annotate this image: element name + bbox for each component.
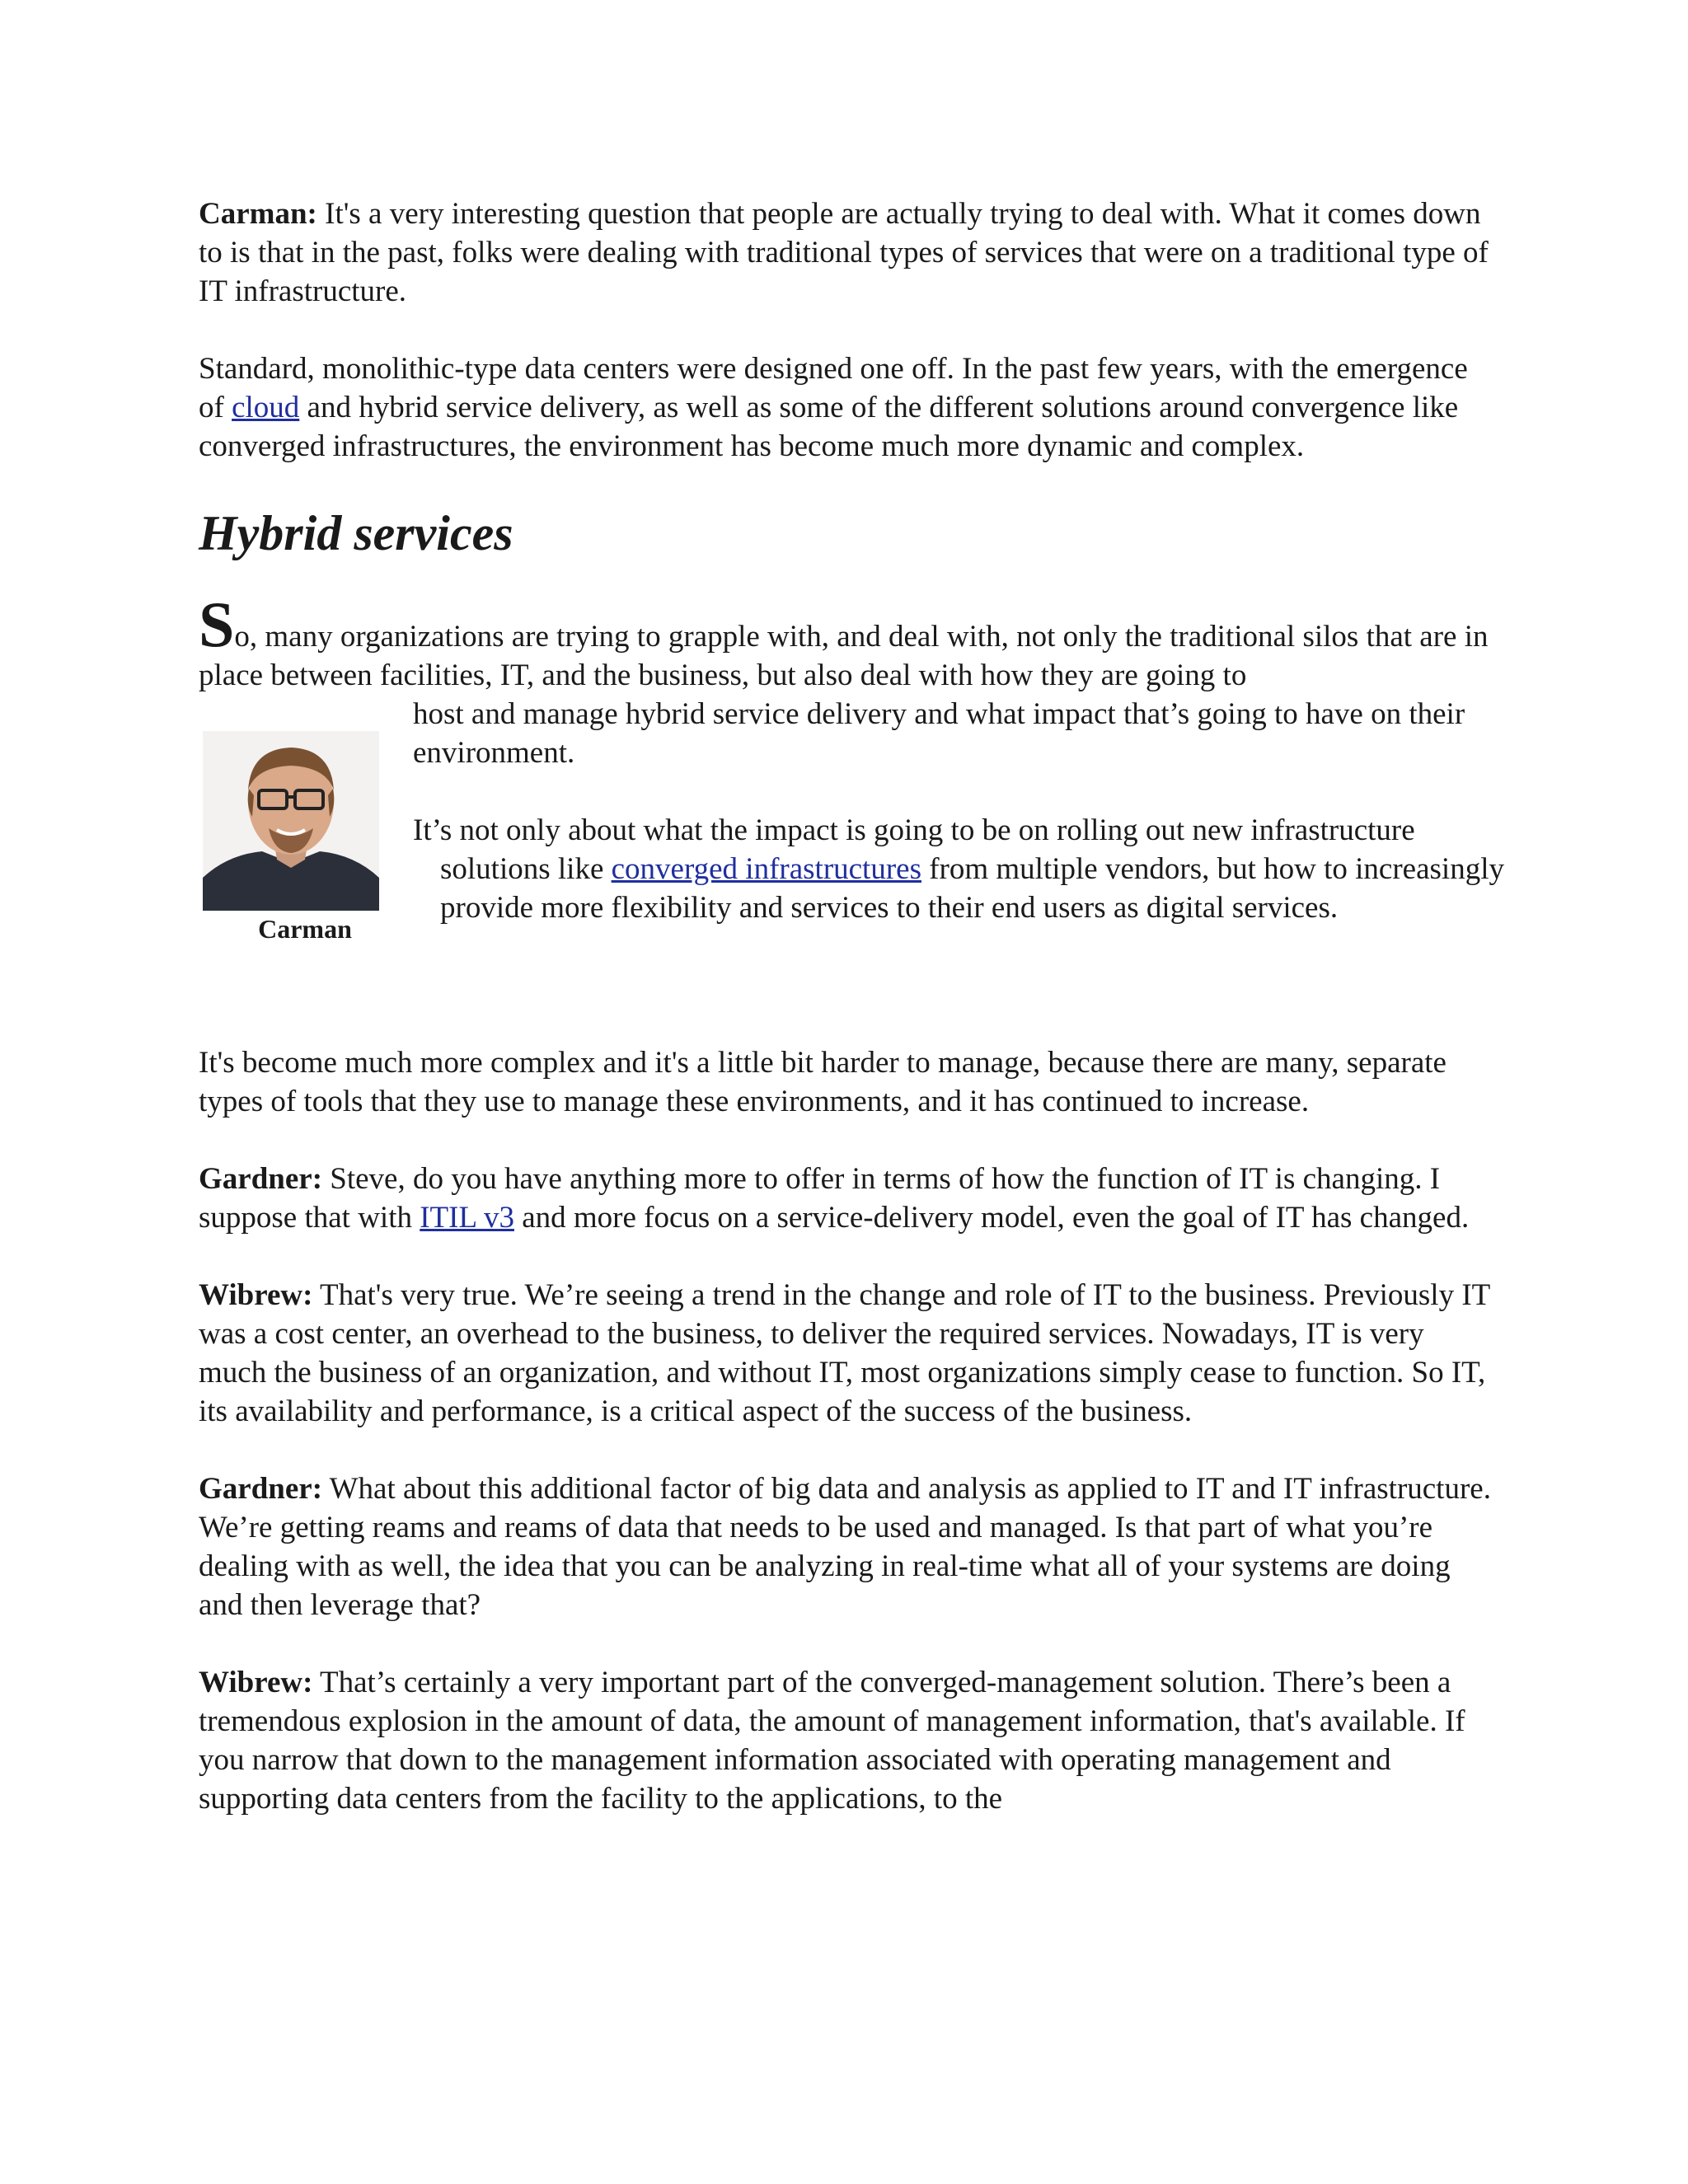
paragraph-text: What about this additional factor of big data and analysis as applied to IT and IT infrastructure. We’re getting reams and reams of data that needs to be used and managed. Is that part of what you’re dealing with as well, the idea that you can be analyzing in real-time what all of your systems are doing and then leverage that? bbox=[199, 1472, 1491, 1622]
paragraph-text: Steve, do you have anything more to offer in terms of how the function of IT is changing. I suppose that with bbox=[199, 1162, 1441, 1235]
link-converged-infrastructures[interactable]: converged infrastructures bbox=[611, 852, 921, 886]
drop-cap: S bbox=[199, 588, 235, 660]
paragraph-text: from multiple vendors, but how to increasingly provide more flexibility and services to their end users as digital services. bbox=[440, 852, 1504, 925]
paragraph-carman-1 bbox=[199, 194, 1493, 311]
paragraph-text: host and manage hybrid service delivery and what impact that’s going to have on their environment. bbox=[413, 697, 1465, 770]
paragraph-text: It's a very interesting question that people are actually trying to deal with. What it comes down to is that in the past, folks were dealing with traditional types of services that were on a traditional type of IT infrastructure. bbox=[199, 197, 1489, 308]
speaker-label: Gardner: bbox=[199, 1162, 323, 1196]
section-heading: Hybrid services bbox=[199, 506, 513, 560]
paragraph-carman-3 bbox=[413, 695, 1493, 772]
figure-caption: Carman bbox=[258, 914, 352, 944]
paragraph-wibrew-1 bbox=[199, 1276, 1493, 1431]
figure-with-text bbox=[199, 695, 1504, 1005]
paragraph-gardner-2 bbox=[199, 1469, 1493, 1624]
speaker-label: Carman: bbox=[199, 197, 317, 231]
paragraph-carman-4 bbox=[413, 811, 1520, 927]
portrait-photo bbox=[203, 731, 379, 911]
paragraph-carman-2 bbox=[199, 349, 1493, 466]
speaker-figure bbox=[199, 731, 411, 945]
speaker-label: Wibrew: bbox=[199, 1278, 313, 1312]
link-itil-v3[interactable]: ITIL v3 bbox=[420, 1201, 514, 1235]
paragraph-wibrew-2 bbox=[199, 1663, 1493, 1818]
paragraph-text: and hybrid service delivery, as well as some of the different solutions around convergence like converged infrastructures, the environment has become much more dynamic and complex. bbox=[199, 391, 1459, 463]
paragraph-text: That's very true. We’re seeing a trend in the change and role of IT to the business. Previously IT was a cost center, an overhead to the business, to deliver the required services. Nowadays, IT is very much the business of an organization, and without IT, most organizations simply cease to function. So IT, its availability and performance, is a critical aspect of the success of the business. bbox=[199, 1278, 1490, 1428]
speaker-label: Wibrew: bbox=[199, 1666, 313, 1699]
paragraph-text: and more focus on a service-delivery model, even the goal of IT has changed. bbox=[513, 1201, 1470, 1235]
speaker-label: Gardner: bbox=[199, 1472, 323, 1506]
article-body bbox=[199, 194, 1504, 1857]
paragraph-gardner-1 bbox=[199, 1160, 1493, 1237]
paragraph-text: That’s certainly a very important part of the converged-management solution. There’s been a tremendous explosion in the amount of data, the amount of management information, that's available. If you narrow that down to the management information associated with operating management and supporting data centers from the facility to the applications, to the bbox=[199, 1666, 1465, 1816]
paragraph-text: It's become much more complex and it's a little bit harder to manage, because there are many, separate types of tools that they use to manage these environments, and it has continued to increase. bbox=[199, 1046, 1447, 1118]
paragraph-text: It’s not only about what the impact is going to be on rolling out new infrastructure solutions like bbox=[413, 813, 1415, 886]
paragraph-dropcap bbox=[199, 588, 1493, 695]
paragraph-text: o, many organizations are trying to grapple with, and deal with, not only the traditional silos that are in place between facilities, IT, and the business, but also deal with how they are going to bbox=[199, 620, 1489, 692]
paragraph-text: Standard, monolithic-type data centers were designed one off. In the past few years, with the emergence of bbox=[199, 352, 1468, 424]
paragraph-carman-5 bbox=[199, 1043, 1493, 1121]
link-cloud[interactable]: cloud bbox=[232, 391, 300, 424]
